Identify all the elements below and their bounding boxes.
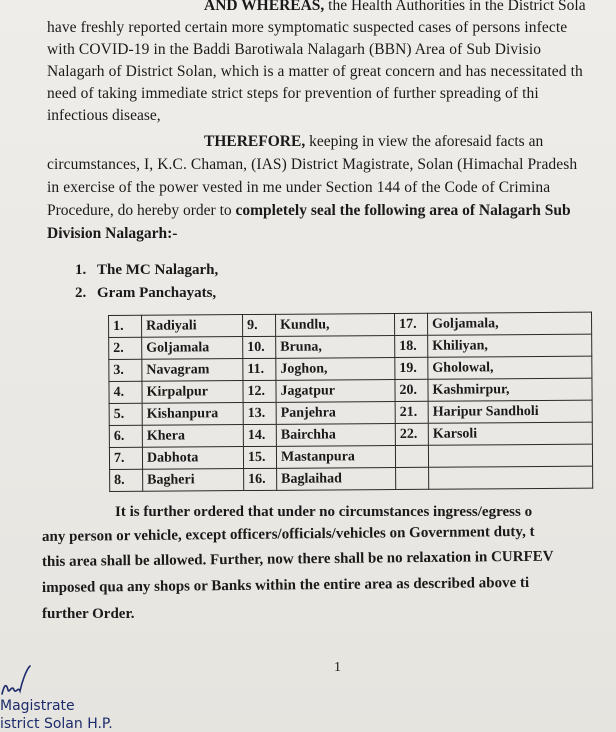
signature-title: Magistrate [0,698,75,714]
table-cell-number: 4. [109,381,142,403]
table-cell-village: Jagatpur [276,379,395,402]
table-cell-number: 10. [243,336,276,358]
table-cell-village: Panjehra [276,401,395,424]
table-cell-number: 3. [109,359,142,381]
table-cell-village: Kashmirpur, [428,378,592,401]
table-cell-village: Khera [142,425,243,448]
para3-line-1: It is further ordered that under no circumstances ingress/egress o [115,504,533,520]
table-cell-village: Baglaihad [277,467,396,490]
para2-line-4 [47,201,571,221]
gram-panchayats-table [108,312,593,492]
table-cell-village: Goljamala, [427,312,591,335]
table-cell-village: Dabhota [142,447,243,470]
table-cell-number: 6. [109,425,142,447]
para2-line-3: in exercise of the power vested in me under Section 144 of the Code of Crimina [47,179,551,196]
table-cell-number [395,445,428,467]
table-cell-number: 20. [395,379,428,401]
table-cell-number: 1. [109,315,142,337]
table-cell-village [428,444,592,467]
area-item-2-label: Gram Panchayats, [97,285,217,301]
table-cell-number: 14. [243,424,276,446]
para2-line-2: circumstances, I, K.C. Chaman, (IAS) District Magistrate, Solan (Himachal Pradesh [47,156,578,173]
table-cell-number: 8. [110,469,143,491]
table-cell-village: Goljamala [142,337,243,360]
table-cell-number: 11. [243,358,276,380]
table-cell-village: Bagheri [143,469,244,492]
para3-line-4: imposed qua any shops or Banks within the entire area as described above ti [41,574,530,596]
para1-line-5: need of taking immediate strict steps for prevention of further spreading of thi [47,85,539,102]
area-item-2 [75,285,216,302]
para3-line-3: this area shall be allowed. Further, now there shall be no relaxation in CURFEV [41,548,554,570]
table-cell-number: 21. [395,401,428,423]
para2-line-4-pre: Procedure, do hereby order to [47,202,236,219]
para1-line-1 [204,0,586,16]
table-row [110,466,593,491]
area-item-1-number: 1. [75,262,87,278]
table-cell-number: 13. [243,402,276,424]
table-cell-village: Mastanpura [276,445,395,468]
table-cell-number [396,467,429,489]
table-cell-number: 9. [243,314,276,336]
table-cell-village: Karsoli [428,422,592,445]
para1-line-3: with COVID-19 in the Baddi Barotiwala Nalagarh (BBN) Area of Sub Divisio [47,41,542,58]
table-cell-village: Bruna, [276,335,395,358]
para2-line-1 [204,132,543,152]
table-cell-village: Kirpalpur [142,381,243,404]
para3-line-2: any person or vehicle, except officers/officials/vehicles on Government duty, t [41,523,535,545]
table-cell-number: 5. [109,403,142,425]
para2-line-4-bold: completely seal the following area of Nalagarh Sub [235,202,571,219]
para1-line-4: Nalagarh of District Solan, which is a matter of great concern and has necessitated th [47,63,583,80]
area-item-2-number: 2. [75,285,87,301]
table-row [109,400,592,425]
table-cell-village: Kundlu, [275,313,394,336]
para1-line-2: have freshly reported certain more symptomatic suspected cases of persons infecte [47,19,568,36]
signature-scribble-icon [0,664,40,700]
table-cell-number: 19. [395,357,428,379]
table-cell-number: 22. [395,423,428,445]
table-cell-village: Joghon, [276,357,395,380]
signature-district: istrict Solan H.P. [0,716,113,732]
para1-line-6: infectious disease, [47,107,161,124]
area-item-1 [75,262,218,279]
para2-line-5: Division Nalagarh:- [47,225,178,242]
table-cell-number: 17. [394,313,427,335]
table-cell-village: Haripur Sandholi [428,400,592,423]
table-cell-number: 15. [243,446,276,468]
table-cell-village: Bairchha [276,423,395,446]
area-item-1-label: The MC Nalagarh, [97,262,219,278]
para2-line-1-rest: keeping in view the aforesaid facts an [305,133,544,150]
page-number: 1 [334,660,341,675]
para1-lead: AND WHEREAS, [204,0,325,14]
table-cell-number: 7. [109,447,142,469]
para2-lead: THEREFORE, [204,133,306,150]
para3-line-5: further Order. [42,606,135,622]
table-cell-number: 18. [395,335,428,357]
table-cell-village [429,466,593,489]
table-cell-number: 12. [243,380,276,402]
table-cell-number: 16. [244,468,277,490]
table-cell-village: Khiliyan, [428,334,592,357]
table-cell-village: Navagram [142,359,243,382]
table-cell-village: Radiyali [142,315,243,338]
para1-line-1-rest: the Health Authorities in the District Sola [324,0,586,14]
table-cell-village: Gholowal, [428,356,592,379]
table-cell-number: 2. [109,337,142,359]
table-cell-village: Kishanpura [142,403,243,426]
